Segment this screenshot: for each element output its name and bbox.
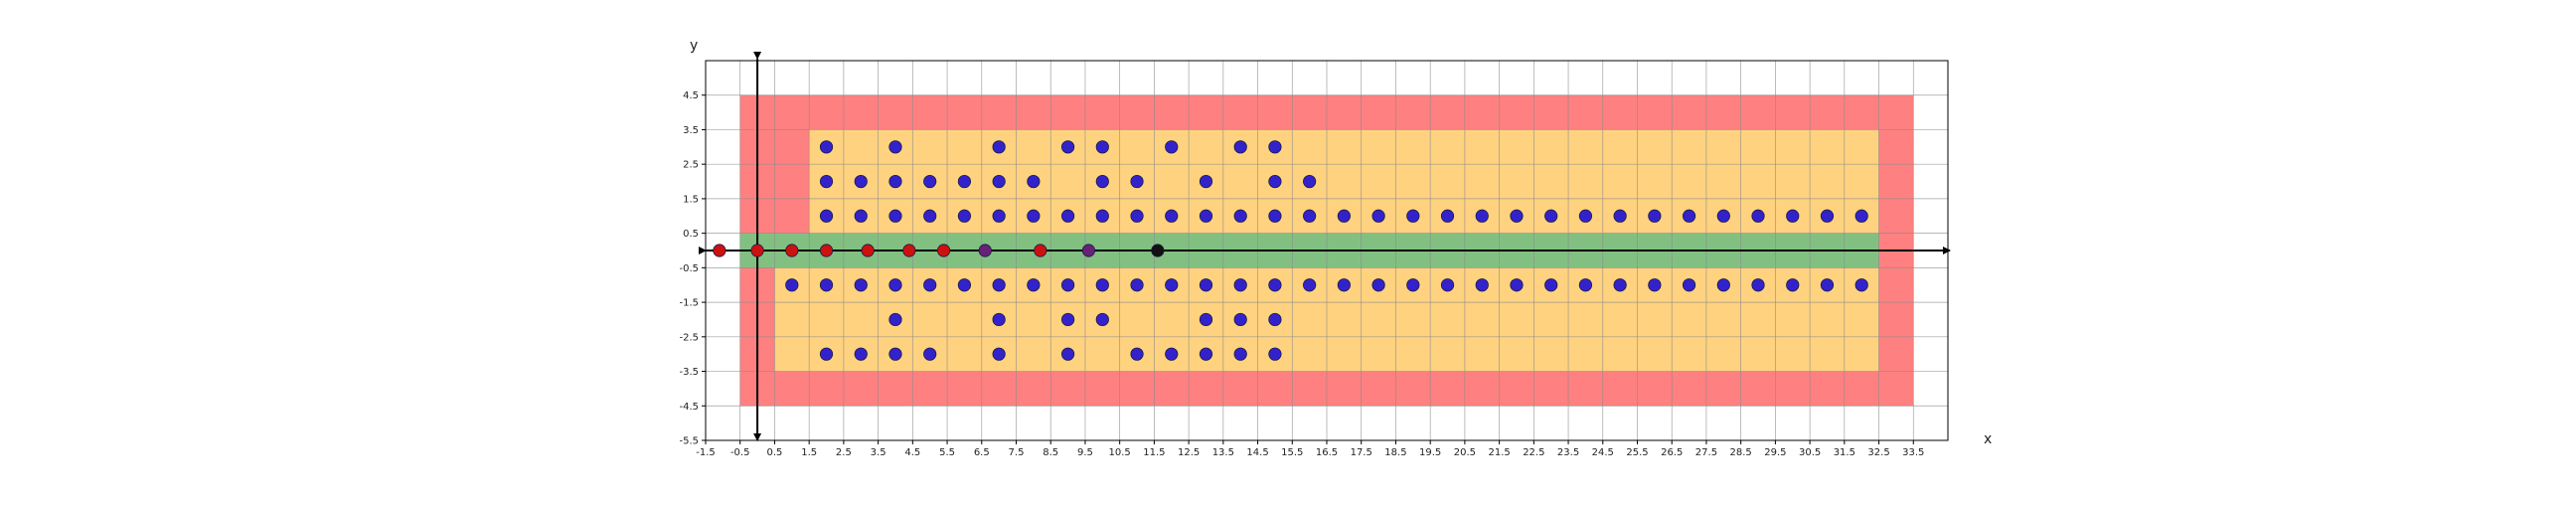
blue-point: [820, 175, 832, 187]
blue-point: [1200, 175, 1211, 187]
blue-point: [786, 279, 798, 291]
blue-point: [958, 175, 970, 187]
x-tick-label: 2.5: [835, 447, 852, 458]
x-tick-label: 21.5: [1488, 447, 1511, 458]
blue-point: [1855, 210, 1867, 222]
x-tick-label: 32.5: [1867, 447, 1890, 458]
red-trail-point: [786, 245, 798, 256]
y-tick-label: -2.5: [679, 332, 699, 344]
y-tick-label: 2.5: [683, 159, 699, 171]
blue-point: [889, 313, 901, 325]
blue-point: [1131, 348, 1143, 360]
blue-point: [820, 141, 832, 153]
blue-point: [1096, 313, 1108, 325]
x-tick-label: 15.5: [1281, 447, 1304, 458]
blue-point: [1787, 210, 1799, 222]
blue-point: [855, 279, 867, 291]
x-tick-label: 33.5: [1902, 447, 1925, 458]
x-tick-label: 14.5: [1246, 447, 1269, 458]
blue-point: [923, 210, 935, 222]
y-tick-label: -5.5: [679, 435, 699, 447]
blue-point: [889, 141, 901, 153]
blue-point: [993, 141, 1005, 153]
y-tick-label: 3.5: [683, 124, 699, 136]
x-tick-label: 29.5: [1764, 447, 1787, 458]
y-tick-label: 4.5: [683, 90, 699, 102]
blue-point: [1303, 210, 1315, 222]
x-tick-label: 26.5: [1661, 447, 1684, 458]
blue-point: [1131, 210, 1143, 222]
black-current-point: [1152, 245, 1164, 256]
blue-point: [1200, 210, 1211, 222]
blue-point: [1061, 279, 1073, 291]
blue-point: [1096, 175, 1108, 187]
blue-point: [1649, 210, 1661, 222]
blue-point: [1752, 279, 1764, 291]
blue-point: [1752, 210, 1764, 222]
blue-point: [1166, 279, 1178, 291]
blue-point: [889, 279, 901, 291]
red-trail-point: [937, 245, 949, 256]
y-tick-label: 1.5: [683, 194, 699, 206]
blue-point: [1269, 141, 1281, 153]
x-tick-labels: [696, 440, 1924, 458]
black-current-point-point: [1152, 245, 1164, 256]
blue-point: [1131, 175, 1143, 187]
y-tick-label: -3.5: [679, 367, 699, 379]
blue-point: [993, 175, 1005, 187]
blue-point: [1787, 279, 1799, 291]
x-tick-label: 11.5: [1143, 447, 1166, 458]
blue-point: [1614, 210, 1626, 222]
blue-point: [820, 348, 832, 360]
x-tick-label: 23.5: [1556, 447, 1580, 458]
blue-point: [855, 210, 867, 222]
x-tick-label: 31.5: [1833, 447, 1855, 458]
red-trail-point: [714, 245, 725, 256]
blue-point: [1338, 210, 1350, 222]
x-tick-label: 6.5: [973, 447, 990, 458]
x-tick-label: 0.5: [766, 447, 783, 458]
x-tick-label: 12.5: [1177, 447, 1201, 458]
x-tick-label: 3.5: [870, 447, 886, 458]
red-trail-point: [862, 245, 874, 256]
blue-point: [1200, 313, 1211, 325]
blue-point: [1166, 348, 1178, 360]
red-trail-point: [820, 245, 832, 256]
blue-point: [1200, 279, 1211, 291]
blue-point: [1579, 210, 1591, 222]
blue-point: [1096, 279, 1108, 291]
blue-point: [1338, 279, 1350, 291]
x-tick-label: 16.5: [1315, 447, 1339, 458]
x-tick-label: 7.5: [1008, 447, 1025, 458]
purple-trail-point: [979, 245, 991, 256]
blue-point: [1269, 313, 1281, 325]
blue-point: [1717, 279, 1729, 291]
blue-point: [1096, 141, 1108, 153]
x-tick-label: -0.5: [729, 447, 750, 458]
blue-point: [923, 279, 935, 291]
y-tick-label: 0.5: [683, 229, 699, 241]
red-trail-point: [751, 245, 763, 256]
blue-point: [1061, 141, 1073, 153]
blue-point: [993, 210, 1005, 222]
x-tick-label: 1.5: [801, 447, 818, 458]
blue-point: [1061, 348, 1073, 360]
blue-point: [1269, 279, 1281, 291]
blue-point: [889, 175, 901, 187]
blue-point: [1476, 210, 1488, 222]
blue-point: [1372, 210, 1384, 222]
x-tick-label: 17.5: [1350, 447, 1372, 458]
blue-point: [923, 348, 935, 360]
blue-point: [1303, 279, 1315, 291]
blue-point: [1544, 210, 1556, 222]
x-tick-label: 19.5: [1419, 447, 1442, 458]
x-tick-label: 4.5: [904, 447, 921, 458]
blue-point: [1028, 279, 1040, 291]
blue-point: [958, 210, 970, 222]
blue-point: [889, 348, 901, 360]
blue-point: [993, 279, 1005, 291]
blue-point: [1234, 141, 1246, 153]
blue-point: [1717, 210, 1729, 222]
x-tick-label: 20.5: [1453, 447, 1477, 458]
blue-point: [1061, 313, 1073, 325]
blue-point: [1166, 210, 1178, 222]
x-tick-label: 22.5: [1523, 447, 1545, 458]
purple-trail-point: [1082, 245, 1094, 256]
blue-point: [889, 210, 901, 222]
blue-point: [1234, 210, 1246, 222]
blue-point: [1096, 210, 1108, 222]
x-tick-label: 5.5: [939, 447, 956, 458]
blue-point: [1200, 348, 1211, 360]
blue-point: [855, 348, 867, 360]
y-tick-labels: [679, 90, 706, 446]
y-axis-label: y: [690, 38, 699, 54]
blue-point: [923, 175, 935, 187]
blue-point: [1614, 279, 1626, 291]
blue-point: [1407, 279, 1419, 291]
x-axis-label: x: [1984, 431, 1993, 447]
blue-point: [993, 348, 1005, 360]
x-tick-label: 27.5: [1694, 447, 1718, 458]
x-tick-label: -1.5: [696, 447, 716, 458]
blue-point: [1269, 210, 1281, 222]
blue-point: [1166, 141, 1178, 153]
blue-point: [1372, 279, 1384, 291]
blue-point: [1269, 348, 1281, 360]
blue-point: [1061, 210, 1073, 222]
x-tick-label: 25.5: [1626, 447, 1649, 458]
blue-point: [1028, 210, 1040, 222]
blue-point: [1131, 279, 1143, 291]
blue-point: [1821, 210, 1833, 222]
blue-point: [1511, 279, 1523, 291]
blue-point: [1234, 279, 1246, 291]
blue-point: [1441, 210, 1453, 222]
blue-point: [1234, 348, 1246, 360]
blue-point: [1476, 279, 1488, 291]
blue-point: [1649, 279, 1661, 291]
y-tick-label: -1.5: [679, 297, 699, 309]
x-tick-label: 18.5: [1384, 447, 1407, 458]
blue-point: [1234, 313, 1246, 325]
x-tick-label: 9.5: [1076, 447, 1093, 458]
blue-point: [820, 210, 832, 222]
y-tick-label: -0.5: [679, 262, 699, 274]
blue-point: [1441, 279, 1453, 291]
blue-point: [1407, 210, 1419, 222]
blue-point: [1579, 279, 1591, 291]
blue-point: [855, 175, 867, 187]
blue-point: [1683, 210, 1694, 222]
x-tick-label: 28.5: [1729, 447, 1752, 458]
x-tick-label: 24.5: [1591, 447, 1614, 458]
blue-point: [1028, 175, 1040, 187]
blue-point: [1303, 175, 1315, 187]
blue-point: [1269, 175, 1281, 187]
red-trail-point: [903, 245, 915, 256]
blue-point: [1511, 210, 1523, 222]
red-trail-point: [1035, 245, 1046, 256]
blue-point: [993, 313, 1005, 325]
x-tick-label: 8.5: [1043, 447, 1059, 458]
blue-point: [1544, 279, 1556, 291]
blue-point: [1683, 279, 1694, 291]
x-tick-label: 10.5: [1108, 447, 1131, 458]
blue-point: [1821, 279, 1833, 291]
blue-point: [958, 279, 970, 291]
blue-point: [1855, 279, 1867, 291]
x-tick-label: 30.5: [1798, 447, 1822, 458]
blue-point: [820, 279, 832, 291]
x-tick-label: 13.5: [1211, 447, 1234, 458]
y-tick-label: -4.5: [679, 401, 699, 413]
